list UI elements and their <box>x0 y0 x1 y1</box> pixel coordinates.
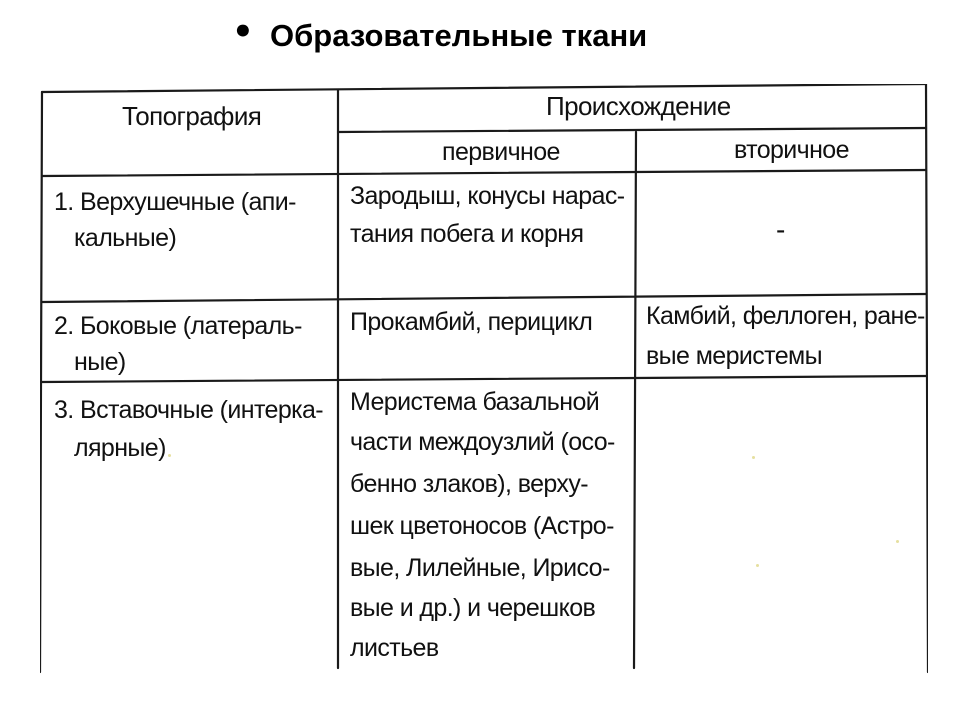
row3-topography-line2: лярные) <box>74 434 166 462</box>
row3-primary-line6: вые и др.) и черешков <box>350 594 596 622</box>
row3-primary-line7: листьев <box>350 634 439 662</box>
row2-topography-line1: 2. Боковые (латераль- <box>54 312 302 340</box>
scan-speck <box>752 456 755 459</box>
row1-topography-line2: кальные) <box>74 224 177 252</box>
row3-primary-line5: вые, Лилейные, Ирисо- <box>350 554 610 582</box>
header-topography: Топография <box>122 101 262 131</box>
row2-primary: Прокамбий, перицикл <box>350 308 593 336</box>
bullet-point: • <box>232 12 254 52</box>
row1-primary-line2: тания побега и корня <box>350 220 584 248</box>
meristem-table <box>40 84 928 674</box>
scan-speck <box>756 564 759 567</box>
row1-primary-line1: Зародыш, конусы нарас- <box>350 182 625 210</box>
slide-title <box>232 8 792 58</box>
header-primary: первичное <box>442 138 560 166</box>
row3-primary-line1: Меристема базальной <box>350 388 600 416</box>
scan-speck <box>896 540 899 543</box>
row3-primary-line4: шек цветоносов (Астро- <box>350 512 614 540</box>
row1-secondary: - <box>776 214 785 245</box>
scan-speck <box>168 454 171 457</box>
row2-topography-line2: ные) <box>74 348 126 376</box>
page-title: Образовательные ткани <box>270 18 648 53</box>
row3-primary-line3: бенно злаков), верху- <box>350 470 588 498</box>
row3-primary-line2: части междоузлий (осо- <box>350 428 615 456</box>
table-grid-lines <box>40 84 928 674</box>
header-origin: Происхождение <box>546 91 731 121</box>
header-secondary: вторичное <box>734 136 849 164</box>
row3-topography-line1: 3. Вставочные (интерка- <box>54 396 324 424</box>
row2-secondary-line1: Камбий, феллоген, ране- <box>646 302 925 330</box>
row1-topography-line1: 1. Верхушечные (апи- <box>54 188 296 216</box>
row2-secondary-line2: вые меристемы <box>646 342 822 370</box>
